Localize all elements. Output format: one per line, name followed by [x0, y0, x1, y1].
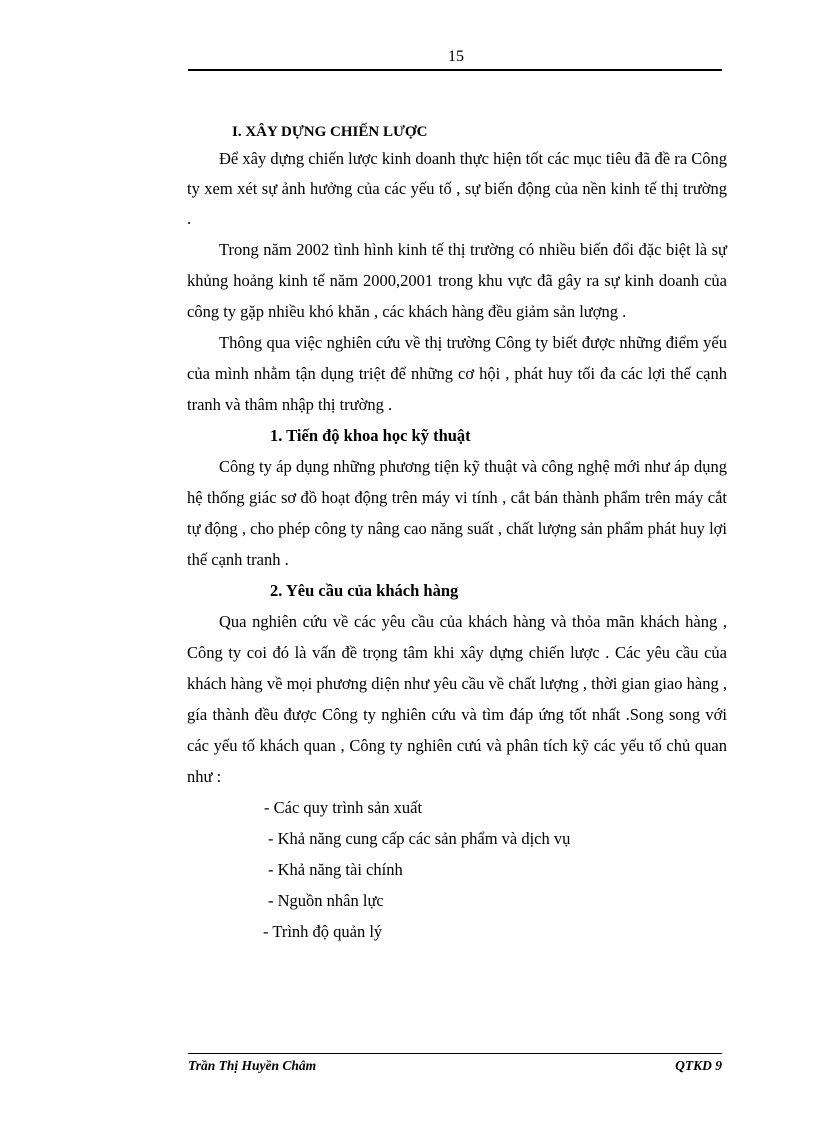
- intro-paragraph-3: Thông qua việc nghiên cứu về thị trường Công ty biết được những điểm yếu của mình nhằm tận dụng triệt để những cơ hội , phát huy tối đa các lợi thế cạnh tranh và thâm nhập thị trường .: [187, 333, 727, 414]
- list-item: - Khả năng tài chính: [268, 860, 403, 879]
- intro-paragraph-2: Trong năm 2002 tình hình kinh tế thị trường có nhiều biến đổi đặc biệt là sự khủng hoảng kinh tế năm 2000,2001 trong khu vực đã gây ra sự kinh doanh của công ty gặp nhiều khó khăn , các khách hàng đều giảm sản lượng .: [187, 240, 727, 321]
- list-item: - Các quy trình sản xuất: [264, 798, 423, 817]
- subsection-1-heading: 1. Tiến độ khoa học kỹ thuật: [270, 426, 471, 445]
- footer-author: Trần Thị Huyền Châm: [188, 1058, 317, 1073]
- intro-paragraph-1: Để xây dựng chiến lược kinh doanh thực hiện tốt các mục tiêu đã đề ra Công ty xem xét sự ảnh hưởng của các yếu tố , sự biến động của nền kinh tế thị trường .: [187, 149, 727, 228]
- page-content: [187, 120, 727, 947]
- header-rule: [188, 69, 722, 71]
- subsection-2-heading: 2. Yêu cầu của khách hàng: [270, 581, 459, 600]
- subjective-factors-list: [187, 792, 727, 947]
- subsection-2-paragraph: Qua nghiên cứu về các yêu cầu của khách hàng và thỏa mãn khách hàng , Công ty coi đó là vấn đề trọng tâm khi xây dựng chiến lược . Các yêu cầu của khách hàng về mọi phương diện như yêu cầu về chất lượng , thời gian giao hàng , gía thành đều được Công ty nghiên cứu và tìm đáp ứng tốt nhất .Song song với các yếu tố khách quan , Công ty nghiên cưú và phân tích kỹ các yếu tố chủ quan như :: [187, 612, 727, 786]
- subsection-1-paragraph: Công ty áp dụng những phương tiện kỹ thuật và công nghệ mới như áp dụng hệ thống giác sơ đồ hoạt động trên máy vi tính , cắt bán thành phẩm trên máy cắt tự động , cho phép công ty nâng cao năng suất , chất lượng sản phẩm phát huy lợi thế cạnh tranh .: [187, 457, 727, 569]
- section-heading: I. XÂY DỰNG CHIẾN LƯỢC: [232, 124, 428, 140]
- footer-class-code: QTKD 9: [675, 1058, 722, 1073]
- list-item: - Khả năng cung cấp các sản phẩm và dịch vụ: [268, 829, 571, 848]
- list-item: - Trình độ quản lý: [263, 922, 383, 941]
- page-number: 15: [448, 48, 464, 65]
- footer-rule: [188, 1053, 722, 1054]
- list-item: - Nguồn nhân lực: [268, 891, 384, 910]
